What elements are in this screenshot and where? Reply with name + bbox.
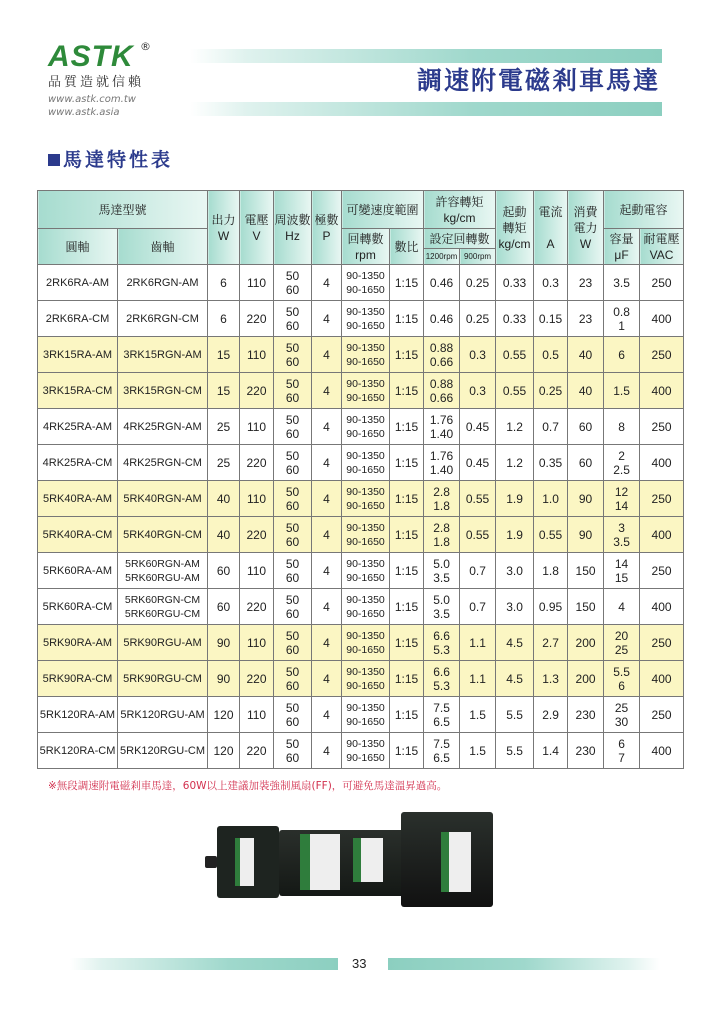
cell-hz: 50 60	[274, 337, 312, 373]
cell-uf: 1.5	[604, 373, 640, 409]
cell-t1200: 1.76 1.40	[424, 409, 460, 445]
cell-uf: 6	[604, 337, 640, 373]
cell-rpm: 90-1350 90-1650	[342, 697, 390, 733]
cell-p: 4	[312, 373, 342, 409]
cell-round: 3RK15RA-CM	[38, 373, 118, 409]
cell-w: 15	[208, 337, 240, 373]
table-row	[38, 301, 684, 337]
cell-a: 0.7	[534, 409, 568, 445]
cell-p: 4	[312, 553, 342, 589]
table-row	[38, 517, 684, 553]
cell-uf: 3 3.5	[604, 517, 640, 553]
table-row	[38, 373, 684, 409]
cell-gear: 4RK25RGN-CM	[118, 445, 208, 481]
cell-start: 0.33	[496, 265, 534, 301]
header-round-shaft: 圓軸	[38, 229, 118, 265]
cell-t900: 0.45	[460, 445, 496, 481]
cell-t900: 0.55	[460, 517, 496, 553]
cell-t900: 0.45	[460, 409, 496, 445]
cell-p: 4	[312, 589, 342, 625]
header-frequency: 周波數 Hz	[274, 191, 312, 265]
cell-pw: 230	[568, 697, 604, 733]
header-starting-torque: 起動 轉矩 kg/cm	[496, 191, 534, 265]
cell-pw: 150	[568, 553, 604, 589]
cell-rpm: 90-1350 90-1650	[342, 661, 390, 697]
cell-start: 1.2	[496, 445, 534, 481]
cell-t1200: 0.88 0.66	[424, 373, 460, 409]
header-bar-top	[190, 49, 662, 63]
cell-round: 4RK25RA-AM	[38, 409, 118, 445]
cell-t900: 1.1	[460, 625, 496, 661]
cell-pw: 40	[568, 373, 604, 409]
cell-hz: 50 60	[274, 661, 312, 697]
cell-t1200: 1.76 1.40	[424, 445, 460, 481]
header-rpm: 回轉數 rpm	[342, 229, 390, 265]
cell-ratio: 1:15	[390, 733, 424, 769]
astk-logo: ASTK	[48, 40, 134, 73]
cell-hz: 50 60	[274, 373, 312, 409]
cell-pw: 60	[568, 445, 604, 481]
cell-vac: 250	[640, 481, 684, 517]
cell-t900: 0.7	[460, 589, 496, 625]
cell-start: 1.9	[496, 481, 534, 517]
cell-round: 5RK60RA-AM	[38, 553, 118, 589]
header-allowable-torque: 許容轉矩 kg/cm	[424, 191, 496, 229]
cell-t1200: 6.6 5.3	[424, 625, 460, 661]
cell-hz: 50 60	[274, 265, 312, 301]
cell-start: 3.0	[496, 589, 534, 625]
cell-hz: 50 60	[274, 589, 312, 625]
footer-bar-left	[70, 958, 338, 970]
cell-rpm: 90-1350 90-1650	[342, 409, 390, 445]
cell-w: 60	[208, 553, 240, 589]
cell-t1200: 2.8 1.8	[424, 517, 460, 553]
cell-round: 3RK15RA-AM	[38, 337, 118, 373]
cell-uf: 3.5	[604, 265, 640, 301]
header-withstand-voltage: 耐電壓 VAC	[640, 229, 684, 265]
cell-a: 1.8	[534, 553, 568, 589]
cell-pw: 23	[568, 301, 604, 337]
cell-vac: 250	[640, 697, 684, 733]
cell-t900: 0.3	[460, 373, 496, 409]
cell-vac: 250	[640, 409, 684, 445]
table-body	[38, 265, 684, 769]
cell-round: 2RK6RA-AM	[38, 265, 118, 301]
cell-v: 220	[240, 445, 274, 481]
cell-vac: 250	[640, 265, 684, 301]
cell-v: 110	[240, 265, 274, 301]
cell-gear: 3RK15RGN-CM	[118, 373, 208, 409]
cell-round: 5RK90RA-CM	[38, 661, 118, 697]
cell-vac: 250	[640, 553, 684, 589]
cell-round: 5RK60RA-CM	[38, 589, 118, 625]
cell-pw: 23	[568, 265, 604, 301]
cell-hz: 50 60	[274, 697, 312, 733]
cell-rpm: 90-1350 90-1650	[342, 589, 390, 625]
cell-t1200: 7.5 6.5	[424, 733, 460, 769]
cell-v: 220	[240, 661, 274, 697]
cell-a: 2.9	[534, 697, 568, 733]
cell-t1200: 6.6 5.3	[424, 661, 460, 697]
cell-w: 6	[208, 265, 240, 301]
cell-gear: 3RK15RGN-AM	[118, 337, 208, 373]
cell-pw: 60	[568, 409, 604, 445]
cell-a: 0.35	[534, 445, 568, 481]
page-title: 調速附電磁剎車馬達	[416, 66, 660, 95]
cell-rpm: 90-1350 90-1650	[342, 553, 390, 589]
cell-start: 4.5	[496, 661, 534, 697]
cell-rpm: 90-1350 90-1650	[342, 373, 390, 409]
header-speed-range: 可變速度範圍	[342, 191, 424, 229]
cell-hz: 50 60	[274, 301, 312, 337]
cell-t1200: 0.46	[424, 301, 460, 337]
table-row	[38, 661, 684, 697]
header-poles: 極數 P	[312, 191, 342, 265]
cell-uf: 2 2.5	[604, 445, 640, 481]
cell-t1200: 5.0 3.5	[424, 589, 460, 625]
header-gear-shaft: 齒軸	[118, 229, 208, 265]
cell-v: 220	[240, 589, 274, 625]
cell-start: 5.5	[496, 733, 534, 769]
cell-pw: 90	[568, 517, 604, 553]
cell-ratio: 1:15	[390, 409, 424, 445]
cell-gear: 5RK60RGN-AM 5RK60RGU-AM	[118, 553, 208, 589]
cell-ratio: 1:15	[390, 445, 424, 481]
cell-p: 4	[312, 445, 342, 481]
cell-round: 5RK40RA-CM	[38, 517, 118, 553]
header-bar-bottom	[190, 102, 662, 116]
table-row	[38, 697, 684, 733]
cell-vac: 400	[640, 373, 684, 409]
cell-ratio: 1:15	[390, 373, 424, 409]
table-row	[38, 589, 684, 625]
cell-v: 220	[240, 373, 274, 409]
cell-hz: 50 60	[274, 409, 312, 445]
header-voltage: 電壓 V	[240, 191, 274, 265]
cell-start: 0.55	[496, 337, 534, 373]
cell-w: 15	[208, 373, 240, 409]
cell-t1200: 5.0 3.5	[424, 553, 460, 589]
cell-gear: 2RK6RGN-CM	[118, 301, 208, 337]
cell-start: 0.55	[496, 373, 534, 409]
cell-ratio: 1:15	[390, 589, 424, 625]
cell-w: 25	[208, 445, 240, 481]
cell-ratio: 1:15	[390, 337, 424, 373]
cell-hz: 50 60	[274, 481, 312, 517]
cell-w: 40	[208, 517, 240, 553]
cell-t900: 0.7	[460, 553, 496, 589]
cell-w: 120	[208, 733, 240, 769]
cell-a: 1.3	[534, 661, 568, 697]
cell-v: 110	[240, 481, 274, 517]
cell-pw: 40	[568, 337, 604, 373]
cell-rpm: 90-1350 90-1650	[342, 517, 390, 553]
header-capacity: 容量 μF	[604, 229, 640, 265]
header-900rpm: 900rpm	[460, 249, 496, 265]
cell-p: 4	[312, 337, 342, 373]
url-asia: www.astk.asia	[48, 107, 120, 118]
cell-start: 1.9	[496, 517, 534, 553]
cell-p: 4	[312, 409, 342, 445]
cell-vac: 400	[640, 445, 684, 481]
cell-a: 0.3	[534, 265, 568, 301]
cell-p: 4	[312, 301, 342, 337]
footer-bar-right	[388, 958, 660, 970]
cell-w: 40	[208, 481, 240, 517]
square-bullet-icon	[48, 154, 60, 166]
cell-vac: 400	[640, 301, 684, 337]
cell-a: 0.5	[534, 337, 568, 373]
cell-p: 4	[312, 625, 342, 661]
cell-v: 110	[240, 337, 274, 373]
cell-ratio: 1:15	[390, 265, 424, 301]
cell-ratio: 1:15	[390, 517, 424, 553]
cell-round: 5RK90RA-AM	[38, 625, 118, 661]
table-row	[38, 481, 684, 517]
cell-a: 1.4	[534, 733, 568, 769]
cell-p: 4	[312, 517, 342, 553]
cell-gear: 2RK6RGN-AM	[118, 265, 208, 301]
cell-uf: 20 25	[604, 625, 640, 661]
cell-v: 110	[240, 553, 274, 589]
cell-uf: 25 30	[604, 697, 640, 733]
page-number: 33	[352, 956, 367, 971]
cell-gear: 4RK25RGN-AM	[118, 409, 208, 445]
cell-ratio: 1:15	[390, 661, 424, 697]
cell-rpm: 90-1350 90-1650	[342, 445, 390, 481]
cell-p: 4	[312, 481, 342, 517]
cell-p: 4	[312, 697, 342, 733]
cell-hz: 50 60	[274, 553, 312, 589]
cell-gear: 5RK120RGU-CM	[118, 733, 208, 769]
cell-start: 5.5	[496, 697, 534, 733]
cell-rpm: 90-1350 90-1650	[342, 481, 390, 517]
cell-ratio: 1:15	[390, 301, 424, 337]
table-row	[38, 625, 684, 661]
header-capacitor: 起動電容	[604, 191, 684, 229]
cell-uf: 14 15	[604, 553, 640, 589]
cell-a: 1.0	[534, 481, 568, 517]
header-current: 電流 A	[534, 191, 568, 265]
cell-v: 110	[240, 697, 274, 733]
cell-uf: 0.8 1	[604, 301, 640, 337]
cell-round: 4RK25RA-CM	[38, 445, 118, 481]
cell-w: 25	[208, 409, 240, 445]
table-row	[38, 445, 684, 481]
cell-t900: 1.5	[460, 697, 496, 733]
cell-uf: 12 14	[604, 481, 640, 517]
cell-start: 1.2	[496, 409, 534, 445]
cell-pw: 200	[568, 661, 604, 697]
table-row	[38, 265, 684, 301]
cell-pw: 200	[568, 625, 604, 661]
url-tw: www.astk.com.tw	[48, 94, 136, 105]
cell-start: 0.33	[496, 301, 534, 337]
cell-gear: 5RK60RGN-CM 5RK60RGU-CM	[118, 589, 208, 625]
cell-vac: 400	[640, 661, 684, 697]
cell-gear: 5RK120RGU-AM	[118, 697, 208, 733]
cell-v: 110	[240, 409, 274, 445]
cell-hz: 50 60	[274, 517, 312, 553]
header-ratio: 數比	[390, 229, 424, 265]
cell-ratio: 1:15	[390, 481, 424, 517]
cell-uf: 5.5 6	[604, 661, 640, 697]
table-section	[37, 190, 683, 793]
cell-v: 220	[240, 301, 274, 337]
cell-a: 0.95	[534, 589, 568, 625]
cell-gear: 5RK90RGU-AM	[118, 625, 208, 661]
cell-ratio: 1:15	[390, 625, 424, 661]
cell-t900: 0.3	[460, 337, 496, 373]
cell-v: 220	[240, 517, 274, 553]
cell-round: 2RK6RA-CM	[38, 301, 118, 337]
cell-round: 5RK120RA-AM	[38, 697, 118, 733]
cell-w: 90	[208, 661, 240, 697]
cell-pw: 90	[568, 481, 604, 517]
cell-t900: 1.5	[460, 733, 496, 769]
cell-hz: 50 60	[274, 733, 312, 769]
cell-t1200: 2.8 1.8	[424, 481, 460, 517]
cell-t900: 1.1	[460, 661, 496, 697]
cell-a: 0.55	[534, 517, 568, 553]
cell-t1200: 7.5 6.5	[424, 697, 460, 733]
cell-rpm: 90-1350 90-1650	[342, 625, 390, 661]
registered-mark: ®	[140, 40, 151, 53]
cell-a: 0.25	[534, 373, 568, 409]
cell-vac: 250	[640, 337, 684, 373]
footnote: ※無段調速附電磁剎車馬達，60W以上建議加裝強制風扇(FF)，可避免馬達溫昇過高。	[48, 780, 448, 792]
cell-start: 3.0	[496, 553, 534, 589]
cell-t900: 0.25	[460, 265, 496, 301]
cell-p: 4	[312, 661, 342, 697]
cell-vac: 400	[640, 589, 684, 625]
cell-t1200: 0.46	[424, 265, 460, 301]
cell-gear: 5RK40RGN-CM	[118, 517, 208, 553]
cell-vac: 400	[640, 733, 684, 769]
motor-photo	[205, 812, 495, 908]
header-1200rpm: 1200rpm	[424, 249, 460, 265]
table-row	[38, 409, 684, 445]
cell-pw: 230	[568, 733, 604, 769]
cell-w: 6	[208, 301, 240, 337]
table-row	[38, 337, 684, 373]
section-heading	[48, 148, 173, 172]
cell-rpm: 90-1350 90-1650	[342, 337, 390, 373]
table-row	[38, 553, 684, 589]
cell-hz: 50 60	[274, 625, 312, 661]
cell-ratio: 1:15	[390, 697, 424, 733]
header-model: 馬達型號	[38, 191, 208, 229]
cell-vac: 400	[640, 517, 684, 553]
cell-ratio: 1:15	[390, 553, 424, 589]
header-output: 出力 W	[208, 191, 240, 265]
header-set-speed: 設定回轉數	[424, 229, 496, 249]
cell-gear: 5RK40RGN-AM	[118, 481, 208, 517]
cell-uf: 4	[604, 589, 640, 625]
cell-uf: 8	[604, 409, 640, 445]
cell-a: 2.7	[534, 625, 568, 661]
cell-vac: 250	[640, 625, 684, 661]
cell-a: 0.15	[534, 301, 568, 337]
cell-rpm: 90-1350 90-1650	[342, 301, 390, 337]
cell-v: 110	[240, 625, 274, 661]
cell-p: 4	[312, 265, 342, 301]
cell-v: 220	[240, 733, 274, 769]
header-power: 消費 電力 W	[568, 191, 604, 265]
section-title: 馬達特性表	[63, 149, 174, 171]
cell-p: 4	[312, 733, 342, 769]
cell-w: 90	[208, 625, 240, 661]
motor-spec-table	[37, 190, 684, 769]
cell-round: 5RK120RA-CM	[38, 733, 118, 769]
cell-t1200: 0.88 0.66	[424, 337, 460, 373]
cell-hz: 50 60	[274, 445, 312, 481]
slogan: 品質造就信賴	[48, 75, 145, 90]
cell-rpm: 90-1350 90-1650	[342, 733, 390, 769]
cell-t900: 0.55	[460, 481, 496, 517]
cell-t900: 0.25	[460, 301, 496, 337]
cell-rpm: 90-1350 90-1650	[342, 265, 390, 301]
cell-w: 120	[208, 697, 240, 733]
cell-w: 60	[208, 589, 240, 625]
cell-round: 5RK40RA-AM	[38, 481, 118, 517]
table-row	[38, 733, 684, 769]
cell-uf: 6 7	[604, 733, 640, 769]
cell-pw: 150	[568, 589, 604, 625]
cell-gear: 5RK90RGU-CM	[118, 661, 208, 697]
cell-start: 4.5	[496, 625, 534, 661]
